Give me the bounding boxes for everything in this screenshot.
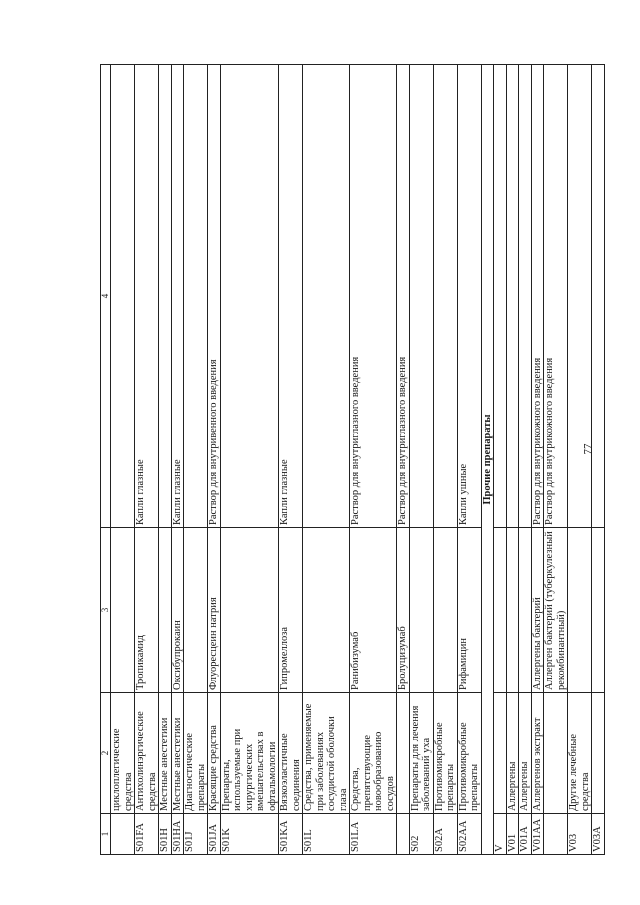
atc-code-cell: S02AA (457, 814, 481, 855)
drug-name-cell: Аллергены бактерий (531, 528, 544, 693)
group-cell: Аллергенов экстракт (531, 693, 544, 814)
group-cell (544, 693, 568, 814)
atc-code-cell: V03 (568, 814, 592, 855)
atc-code-cell: S01LA (350, 814, 397, 855)
table-row (494, 65, 507, 855)
atc-code-cell: S01J (184, 814, 208, 855)
table-row (171, 65, 184, 855)
header-col-2: 2 (101, 693, 111, 814)
dosage-form-cell (568, 65, 592, 528)
group-cell: Красящие средства (208, 693, 221, 814)
table-row (350, 65, 397, 855)
dosage-form-cell: Раствор для внутривенного введения (208, 65, 221, 528)
table-row (303, 65, 350, 855)
dosage-form-cell: Капли глазные (135, 65, 159, 528)
drug-name-cell (433, 528, 457, 693)
dosage-form-cell: Раствор для внутриглазного введения (350, 65, 397, 528)
drug-name-cell (568, 528, 592, 693)
table-row (279, 65, 303, 855)
dosage-form-cell (592, 65, 605, 528)
drug-name-cell: Ранибизумаб (350, 528, 397, 693)
dosage-form-cell: Раствор для внутрикожного введения (531, 65, 544, 528)
group-cell: Другие лечебные средства (568, 693, 592, 814)
table-row (457, 65, 481, 855)
drug-table (100, 64, 605, 855)
dosage-form-cell: Раствор для внутрикожного введения (544, 65, 568, 528)
atc-code-cell: S01JA (208, 814, 221, 855)
group-cell: Препараты для лечения заболеваний уха (409, 693, 433, 814)
group-cell: Антихолинэргические средства (135, 693, 159, 814)
atc-code-cell: V (494, 814, 507, 855)
table-row (544, 65, 568, 855)
drug-name-cell (159, 528, 172, 693)
atc-code-cell: S02A (433, 814, 457, 855)
group-cell: Средства, применяемые при заболеваниях сосудистой оболочки глаза (303, 693, 350, 814)
dosage-form-cell (159, 65, 172, 528)
dosage-form-cell (494, 65, 507, 528)
section-title: Прочие препараты (481, 65, 494, 855)
atc-code-cell: V03A (592, 814, 605, 855)
atc-code-cell: V01A (519, 814, 532, 855)
group-cell (592, 693, 605, 814)
table-row (220, 65, 279, 855)
dosage-form-cell: Капли ушные (457, 65, 481, 528)
table-row (409, 65, 433, 855)
table-row (159, 65, 172, 855)
dosage-form-cell (184, 65, 208, 528)
atc-code-cell: S01K (220, 814, 279, 855)
dosage-form-cell (409, 65, 433, 528)
atc-code-cell (544, 814, 568, 855)
drug-name-cell (494, 528, 507, 693)
group-cell: Местные анестетики (171, 693, 184, 814)
section-row (481, 65, 494, 855)
table-row (531, 65, 544, 855)
group-cell: Вязкоэластичные соединения (279, 693, 303, 814)
page-number: 77 (582, 443, 594, 455)
table-row (135, 65, 159, 855)
dosage-form-cell: Раствор для внутриглазного введения (397, 65, 410, 528)
atc-code-cell (397, 814, 410, 855)
drug-name-cell (111, 528, 135, 693)
drug-name-cell (184, 528, 208, 693)
dosage-form-cell (303, 65, 350, 528)
group-cell: Противомикробные препараты (457, 693, 481, 814)
group-cell: Местные анестетики (159, 693, 172, 814)
drug-name-cell (220, 528, 279, 693)
group-cell (494, 693, 507, 814)
atc-code-cell (111, 814, 135, 855)
drug-name-cell (303, 528, 350, 693)
atc-code-cell: S01H (159, 814, 172, 855)
atc-code-cell: S02 (409, 814, 433, 855)
dosage-form-cell: Капли глазные (171, 65, 184, 528)
atc-code-cell: S01FA (135, 814, 159, 855)
dosage-form-cell (433, 65, 457, 528)
table-row (184, 65, 208, 855)
group-cell: Противомикробные препараты (433, 693, 457, 814)
drug-name-cell: Рифамицин (457, 528, 481, 693)
table-row (592, 65, 605, 855)
dosage-form-cell (111, 65, 135, 528)
table-row (506, 65, 519, 855)
group-cell (397, 693, 410, 814)
table-row (111, 65, 135, 855)
drug-name-cell (592, 528, 605, 693)
header-col-3: 3 (101, 528, 111, 693)
table-row (433, 65, 457, 855)
table-row (208, 65, 221, 855)
drug-name-cell (409, 528, 433, 693)
drug-name-cell: Бролуцизумаб (397, 528, 410, 693)
header-row (101, 65, 111, 855)
drug-name-cell: Гипромеллоза (279, 528, 303, 693)
dosage-form-cell: Капли глазные (279, 65, 303, 528)
atc-code-cell: S01L (303, 814, 350, 855)
drug-name-cell (506, 528, 519, 693)
drug-name-cell: Оксибупрокаин (171, 528, 184, 693)
drug-name-cell (519, 528, 532, 693)
dosage-form-cell (506, 65, 519, 528)
drug-table-body (101, 65, 605, 855)
group-cell: Препараты, используемые при хирургических вмешательствах в офтальмологии (220, 693, 279, 814)
dosage-form-cell (220, 65, 279, 528)
drug-name-cell: Флуоресцеин натрия (208, 528, 221, 693)
group-cell: Аллергены (506, 693, 519, 814)
group-cell: Диагностические препараты (184, 693, 208, 814)
atc-code-cell: V01 (506, 814, 519, 855)
drug-name-cell: Аллерген бактерий (туберкулезный рекомбинантный) (544, 528, 568, 693)
atc-code-cell: S01HA (171, 814, 184, 855)
table-row (519, 65, 532, 855)
atc-code-cell: V01AA (531, 814, 544, 855)
table-row (568, 65, 592, 855)
drug-name-cell: Тропикамид (135, 528, 159, 693)
atc-code-cell: S01KA (279, 814, 303, 855)
table-row (397, 65, 410, 855)
dosage-form-cell (519, 65, 532, 528)
header-col-1: 1 (101, 814, 111, 855)
group-cell: Аллергены (519, 693, 532, 814)
header-col-4: 4 (101, 65, 111, 528)
group-cell: Средства, препятствующие новообразованию сосудов (350, 693, 397, 814)
group-cell: циклоплегические средства (111, 693, 135, 814)
